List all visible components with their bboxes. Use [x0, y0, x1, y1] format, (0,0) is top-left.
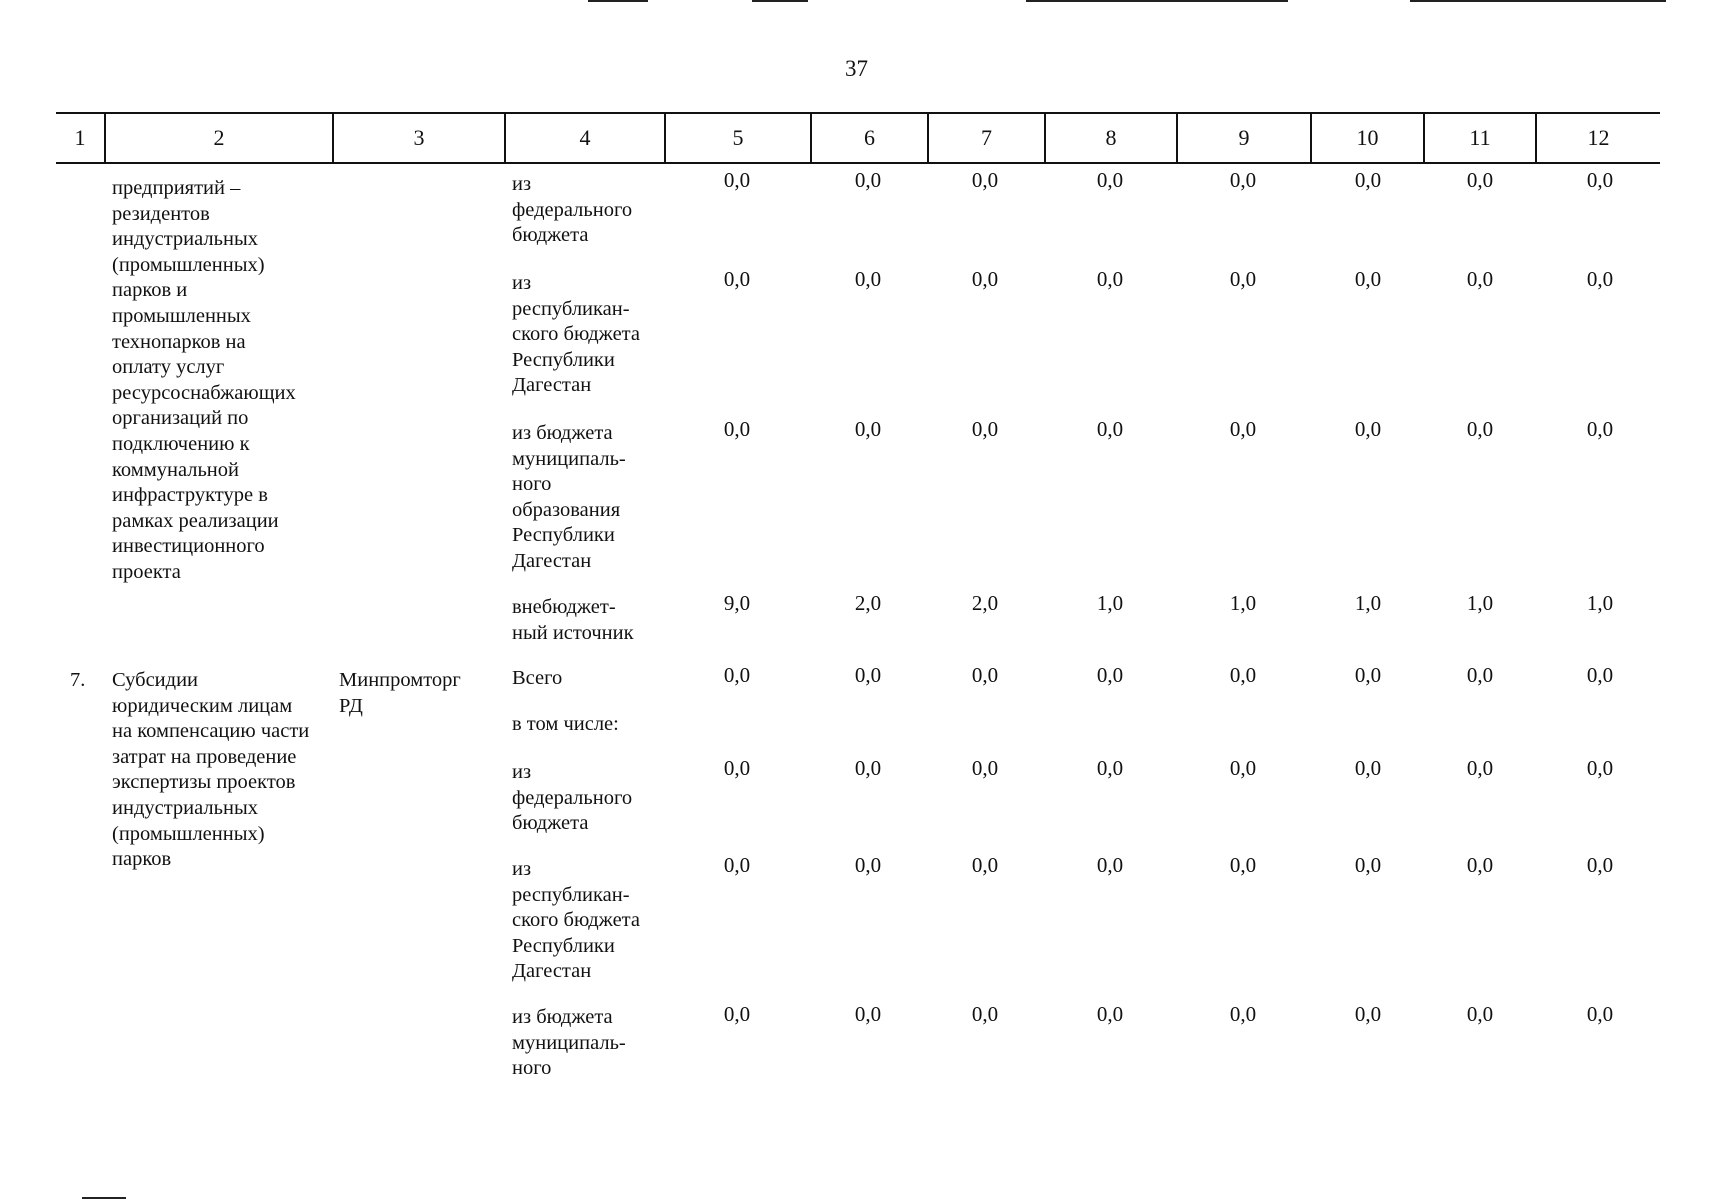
value-cell: 0,0 — [1229, 756, 1257, 780]
value-cell: 0,0 — [1229, 267, 1257, 291]
value-cell: 0,0 — [723, 853, 751, 877]
funding-source-label: из федерального бюджета — [512, 761, 633, 835]
value-cell: 0,0 — [854, 168, 882, 192]
value-cell: 0,0 — [723, 267, 751, 291]
value-cell: 0,0 — [723, 417, 751, 441]
header-cell-8: 8 — [1044, 114, 1176, 162]
header-cell-9: 9 — [1176, 114, 1310, 162]
value-cell: 0,0 — [1466, 417, 1494, 441]
value-cell: 0,0 — [1586, 663, 1614, 687]
value-cell: 0,0 — [1354, 267, 1382, 291]
value-cell: 0,0 — [1586, 417, 1614, 441]
header-cell-6: 6 — [810, 114, 927, 162]
value-cell: 0,0 — [854, 756, 882, 780]
header-cell-1: 1 — [74, 125, 86, 150]
value-cell: 0,0 — [971, 663, 999, 687]
item-executor: Минпромторг РД — [339, 669, 461, 717]
value-cell: 0,0 — [971, 168, 999, 192]
funding-source-label: из бюджета муниципаль- ного — [512, 1006, 626, 1080]
value-cell: 0,0 — [1354, 853, 1382, 877]
header-cell-5: 5 — [664, 114, 810, 162]
value-cell: 0,0 — [971, 853, 999, 877]
item-number: 7. — [70, 669, 86, 691]
value-cell: 0,0 — [1466, 267, 1494, 291]
funding-source-label: в том числе: — [512, 713, 619, 735]
value-cell: 0,0 — [1586, 853, 1614, 877]
value-cell: 0,0 — [1096, 853, 1124, 877]
value-cell: 1,0 — [1354, 591, 1382, 615]
value-cell: 0,0 — [1586, 756, 1614, 780]
continued-item-name: предприятий – резидентов индустриальных (промышленных) парков и промышленных технопарков на оплату услуг ресурсоснабжающих организаций по подключению к коммунальной инфраструктуре в рамках реализации инвестиционного проекта — [112, 177, 296, 583]
value-cell: 0,0 — [854, 417, 882, 441]
value-cell: 0,0 — [971, 1002, 999, 1026]
value-cell: 1,0 — [1586, 591, 1614, 615]
header-cell-11: 11 — [1423, 114, 1535, 162]
header-cell-3: 3 — [332, 114, 504, 162]
value-cell: 2,0 — [854, 591, 882, 615]
value-cell: 0,0 — [1229, 853, 1257, 877]
value-cell: 0,0 — [1466, 168, 1494, 192]
value-cell: 0,0 — [1096, 417, 1124, 441]
value-cell: 0,0 — [723, 663, 751, 687]
value-cell: 0,0 — [1466, 1002, 1494, 1026]
value-cell: 0,0 — [1354, 417, 1382, 441]
header-cell-12: 12 — [1535, 114, 1660, 162]
value-cell: 0,0 — [971, 267, 999, 291]
value-cell: 0,0 — [1229, 1002, 1257, 1026]
value-cell: 0,0 — [1354, 168, 1382, 192]
value-cell: 0,0 — [723, 756, 751, 780]
funding-source-label: из республикан- ского бюджета Республики Дагестан — [512, 858, 640, 983]
header-cell-2: 2 — [104, 114, 332, 162]
value-cell: 0,0 — [971, 756, 999, 780]
value-cell: 0,0 — [1586, 168, 1614, 192]
value-cell: 0,0 — [1096, 1002, 1124, 1026]
value-cell: 0,0 — [1229, 168, 1257, 192]
value-cell: 0,0 — [854, 853, 882, 877]
value-cell: 0,0 — [1229, 417, 1257, 441]
funding-source-label: из республикан- ского бюджета Республики Дагестан — [512, 272, 640, 397]
value-cell: 1,0 — [1466, 591, 1494, 615]
value-cell: 0,0 — [723, 1002, 751, 1026]
header-cell-7: 7 — [927, 114, 1044, 162]
value-cell: 1,0 — [1096, 591, 1124, 615]
page-number: 37 — [845, 56, 868, 81]
funding-source-label: из федерального бюджета — [512, 173, 633, 247]
value-cell: 0,0 — [1466, 663, 1494, 687]
value-cell: 0,0 — [1466, 756, 1494, 780]
value-cell: 0,0 — [723, 168, 751, 192]
value-cell: 0,0 — [1586, 267, 1614, 291]
funding-source-label: из бюджета муниципаль- ного образования Республики Дагестан — [512, 422, 626, 572]
value-cell: 0,0 — [1354, 756, 1382, 780]
funding-source-label: внебюджет- ный источник — [512, 596, 634, 644]
value-cell: 0,0 — [1096, 168, 1124, 192]
value-cell: 0,0 — [1229, 663, 1257, 687]
value-cell: 0,0 — [1354, 1002, 1382, 1026]
header-cell-4: 4 — [504, 114, 664, 162]
value-cell: 0,0 — [1096, 663, 1124, 687]
value-cell: 0,0 — [854, 1002, 882, 1026]
header-cell-10: 10 — [1310, 114, 1423, 162]
value-cell: 0,0 — [1354, 663, 1382, 687]
value-cell: 0,0 — [971, 417, 999, 441]
value-cell: 0,0 — [854, 267, 882, 291]
funding-source-label: Всего — [512, 667, 563, 689]
value-cell: 0,0 — [1466, 853, 1494, 877]
value-cell: 0,0 — [1586, 1002, 1614, 1026]
value-cell: 0,0 — [1096, 756, 1124, 780]
value-cell: 2,0 — [971, 591, 999, 615]
table-header — [56, 112, 1660, 164]
value-cell: 9,0 — [723, 591, 751, 615]
value-cell: 0,0 — [1096, 267, 1124, 291]
value-cell: 1,0 — [1229, 591, 1257, 615]
item-name: Субсидии юридическим лицам на компенсацию части затрат на проведение экспертизы проектов индустриальных (промышленных) парков — [112, 669, 310, 871]
value-cell: 0,0 — [854, 663, 882, 687]
